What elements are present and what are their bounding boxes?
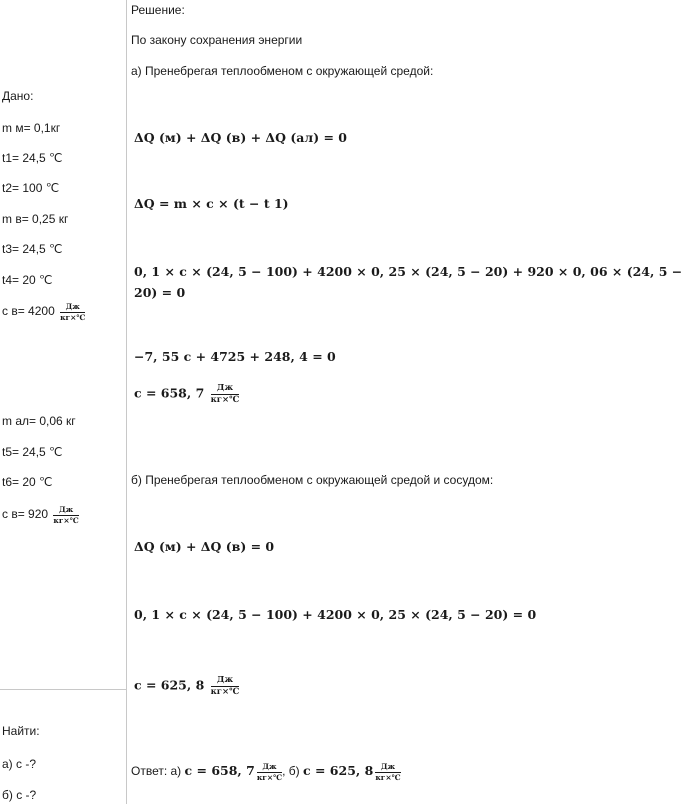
find-heading: Найти: xyxy=(2,724,40,738)
unit-denominator: кг×℃ xyxy=(60,312,86,322)
solution-heading: Решение: xyxy=(131,3,185,17)
unit-fraction xyxy=(60,303,85,321)
equation-substituted-b: 0, 1 × c × (24, 5 − 100) + 4200 × 0, 25 × (24, 5 − 20) = 0 xyxy=(134,607,537,622)
given-line: t5= 24,5 ℃ xyxy=(2,445,63,459)
unit-numerator: Дж xyxy=(60,303,85,313)
equation-heat: ΔQ = m × c × (t − t 1) xyxy=(134,196,289,211)
given-line: m м= 0,1кг xyxy=(2,121,61,135)
given-c-al xyxy=(2,506,79,524)
unit-numerator: Дж xyxy=(257,763,282,773)
given-line: t2= 100 ℃ xyxy=(2,181,60,195)
answer-a-value: c = 658, 7 xyxy=(184,763,255,779)
part-a-heading: а) Пренебрегая теплообменом с окружающей средой: xyxy=(131,64,434,78)
unit-fraction xyxy=(211,676,240,696)
result-b-value: c = 625, 8 xyxy=(134,677,205,693)
answer-separator: , б) xyxy=(282,764,300,779)
find-line-b: б) с -? xyxy=(2,788,37,802)
unit-numerator: Дж xyxy=(53,506,78,516)
find-line-a: а) с -? xyxy=(2,757,37,771)
solution-law: По закону сохранения энергии xyxy=(131,33,303,47)
equation-energy-balance-a: ΔQ (м) + ΔQ (в) + ΔQ (ал) = 0 xyxy=(134,130,347,145)
unit-fraction xyxy=(53,506,78,524)
equation-substituted-a-line2: 20) = 0 xyxy=(134,285,186,300)
result-b xyxy=(134,676,239,696)
unit-numerator: Дж xyxy=(211,676,240,687)
given-line: t6= 20 ℃ xyxy=(2,475,53,489)
unit-numerator: Дж xyxy=(375,763,400,773)
given-line: m ал= 0,06 кг xyxy=(2,414,76,428)
unit-denominator: кг×℃ xyxy=(53,515,79,525)
given-c-water xyxy=(2,303,85,321)
part-b-heading: б) Пренебрегая теплообменом с окружающей средой и сосудом: xyxy=(131,473,494,487)
unit-fraction xyxy=(211,384,240,404)
given-c-al-label: с в= 920 xyxy=(2,507,49,522)
given-heading: Дано: xyxy=(2,89,34,103)
given-line: m в= 0,25 кг xyxy=(2,212,69,226)
unit-denominator: кг×℃ xyxy=(375,772,401,782)
unit-denominator: кг×℃ xyxy=(210,394,240,405)
given-line: t3= 24,5 ℃ xyxy=(2,242,63,256)
given-line: t1= 24,5 ℃ xyxy=(2,151,63,165)
unit-fraction xyxy=(375,763,400,781)
equation-energy-balance-b: ΔQ (м) + ΔQ (в) = 0 xyxy=(134,539,275,554)
unit-denominator: кг×℃ xyxy=(256,772,283,782)
unit-numerator: Дж xyxy=(211,384,240,395)
answer-b-value: c = 625, 8 xyxy=(303,763,374,779)
given-find-divider xyxy=(0,689,127,690)
equation-simplified-a: −7, 55 c + 4725 + 248, 4 = 0 xyxy=(134,349,336,364)
column-divider xyxy=(126,0,127,804)
answer-line xyxy=(131,763,401,781)
given-c-water-label: c в= 4200 xyxy=(2,304,55,319)
unit-fraction xyxy=(257,763,282,781)
answer-label: Ответ: а) xyxy=(131,764,182,779)
result-a-value: c = 658, 7 xyxy=(134,385,205,401)
unit-denominator: кг×℃ xyxy=(210,686,240,697)
result-a xyxy=(134,384,239,404)
given-line: t4= 20 ℃ xyxy=(2,273,53,287)
equation-substituted-a-line1: 0, 1 × c × (24, 5 − 100) + 4200 × 0, 25 × (24, 5 − 20) + 920 × 0, 06 × (24, 5 − xyxy=(134,264,682,279)
